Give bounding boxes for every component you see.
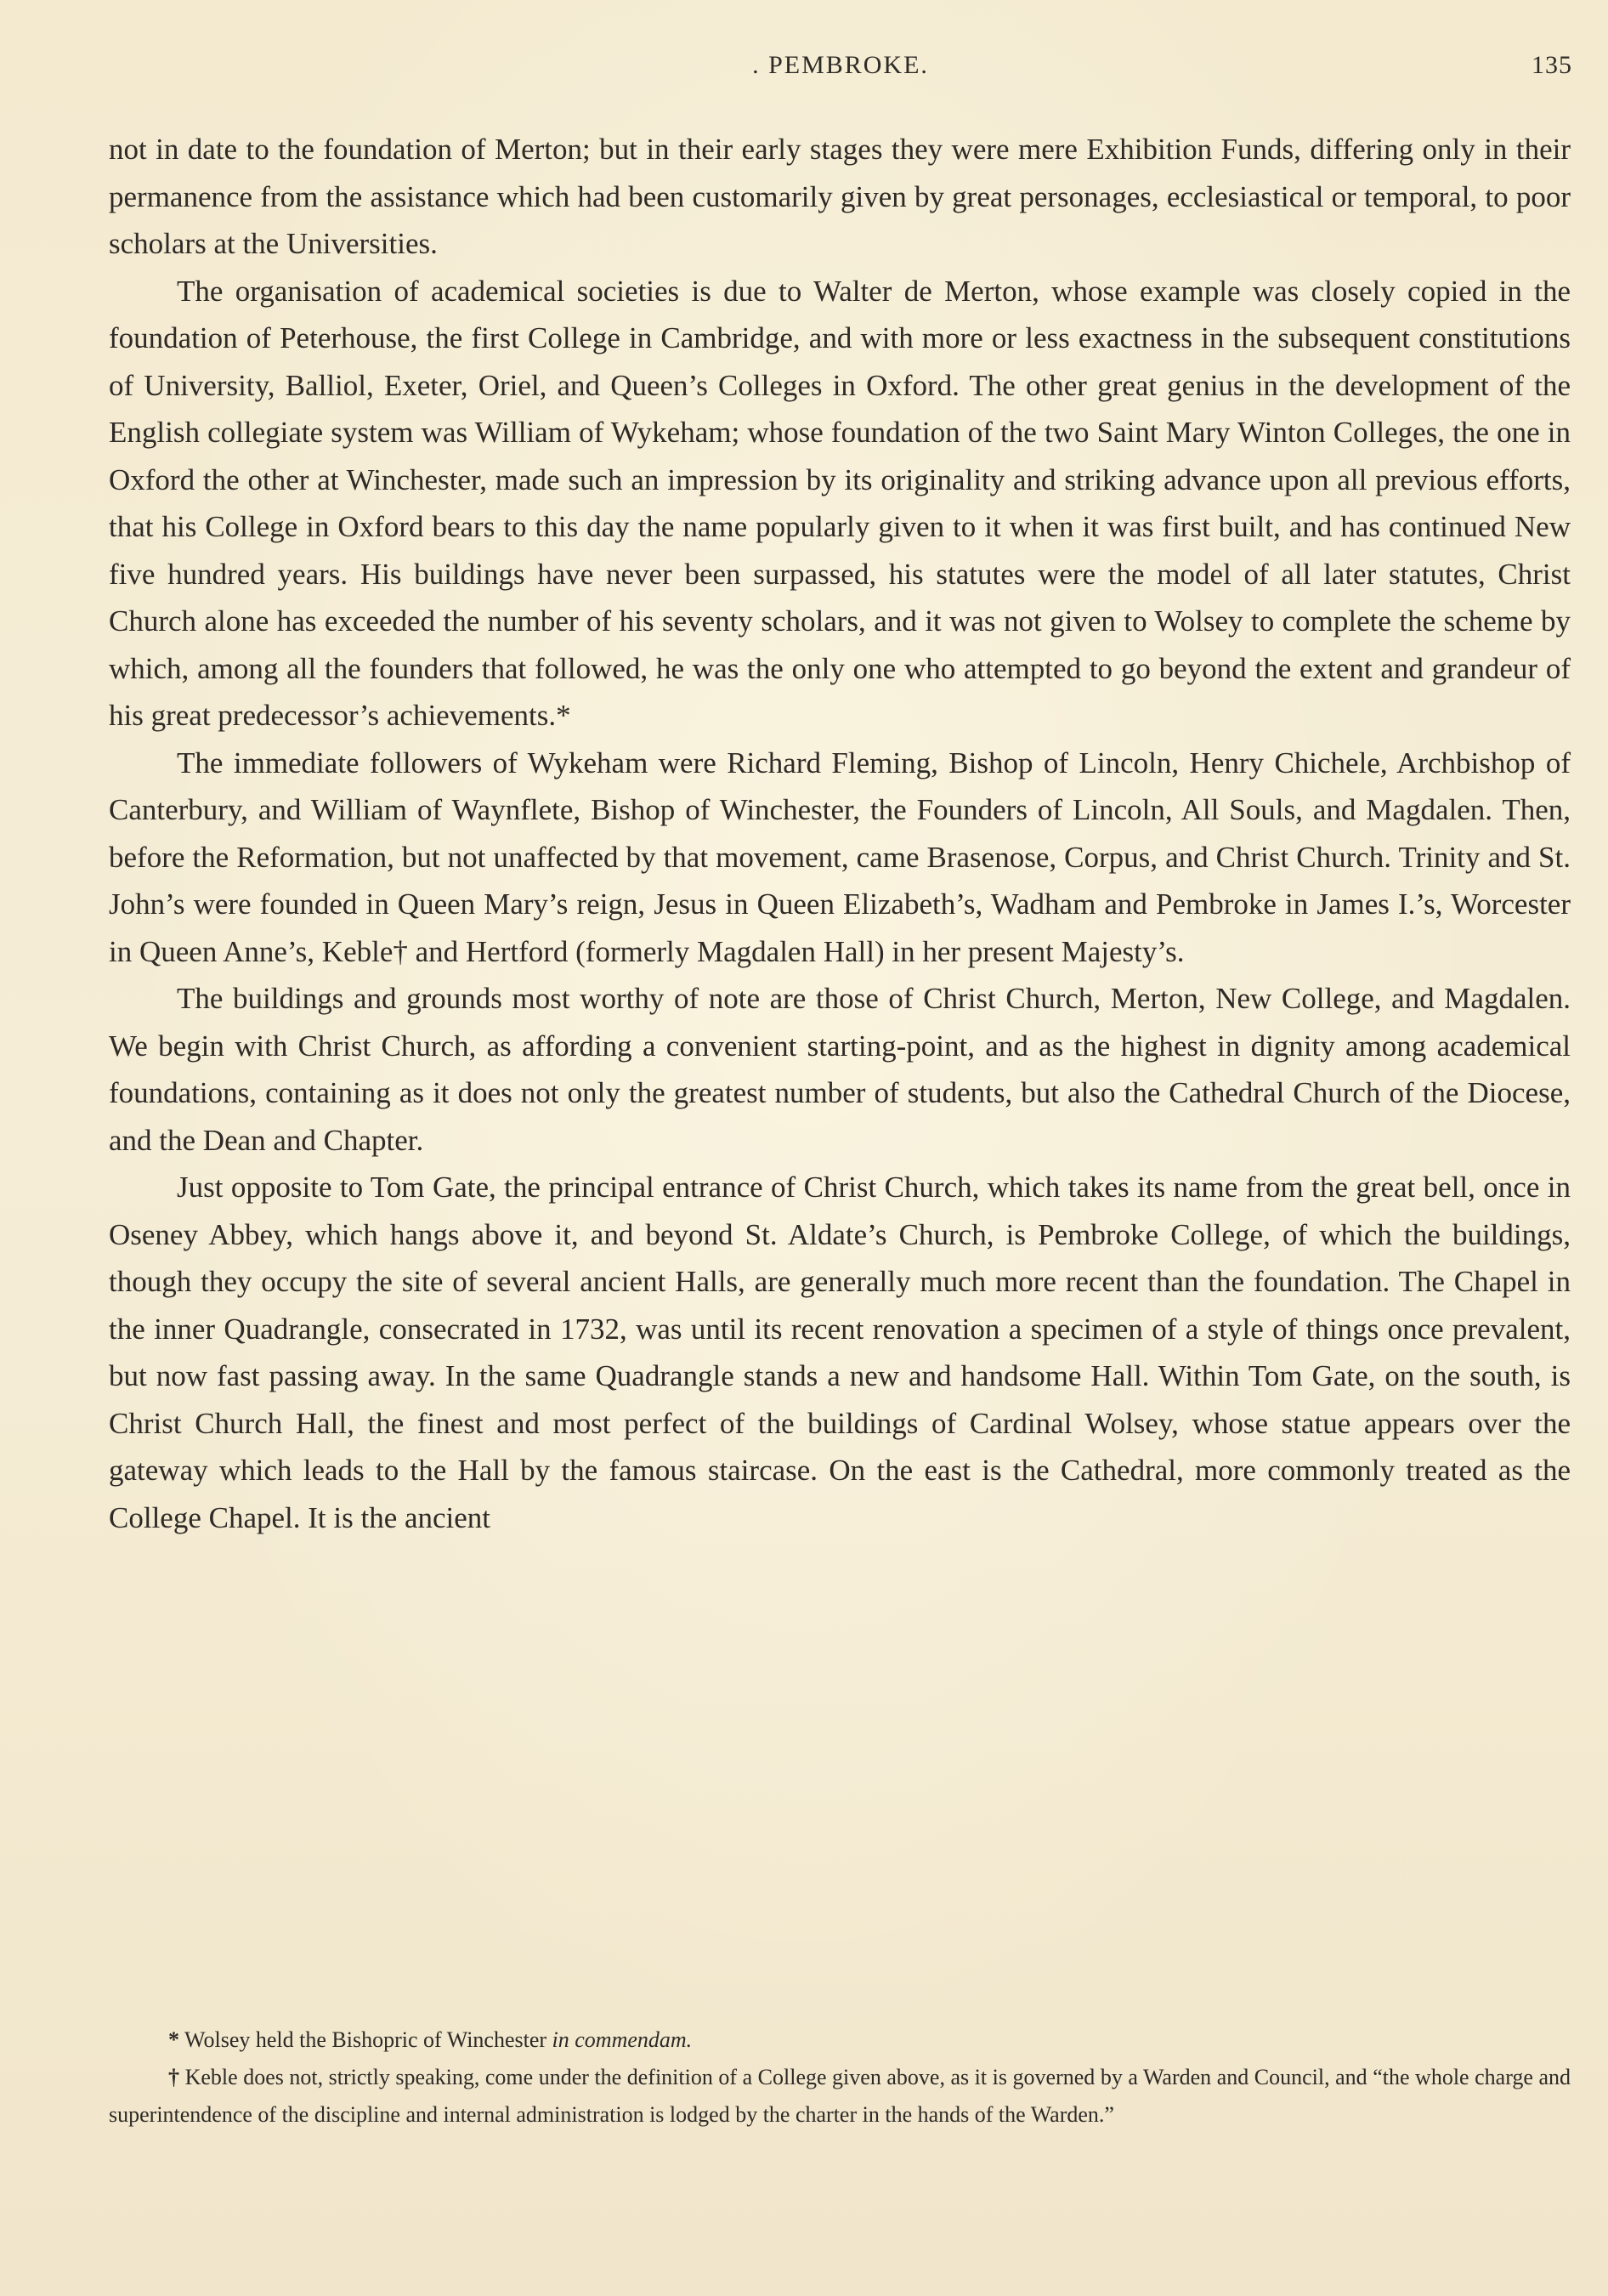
running-title: . PEMBROKE. <box>752 51 929 79</box>
footnote-italic-text: in commendam. <box>552 2027 693 2052</box>
paragraph: not in date to the foundation of Merton; but in their early stages they were mere Exhibition Funds, differing only in their permanence from the assistance which had been customarily given by great personages, ecclesiastical or temporal, to poor scholars at the Universities. <box>109 133 1571 260</box>
paragraph: Just opposite to Tom Gate, the principal entrance of Christ Church, which takes its name from the great bell, once in Oseney Abbey, which hangs above it, and beyond St. Aldate’s Church, is Pembroke College, of which the buildings, though they occupy the site of several ancient Halls, are generally much more recent than the foundation. The Chapel in the inner Quadrangle, consecrated in 1732, was until its recent renovation a specimen of a style of things once prevalent, but now fast passing away. In the same Quadrangle stands a new and handsome Hall. Within Tom Gate, on the south, is Christ Church Hall, the finest and most perfect of the buildings of Cardinal Wolsey, whose statue appears over the gateway which leads to the Hall by the famous staircase. On the east is the Cathedral, more commonly treated as the College Chapel. It is the ancient <box>109 1171 1571 1534</box>
footnote-text: Keble does not, strictly speaking, come under the definition of a College given above, as it is governed by a Warden and Council, and “the whole charge and superintendence of the discipline and internal administration is lodged by the charter in the hands of the Warden.” <box>109 2065 1571 2127</box>
main-text <box>109 126 1571 1541</box>
footnote <box>109 2021 1571 2059</box>
paragraph: The immediate followers of Wykeham were Richard Fleming, Bishop of Lincoln, Henry Chichele, Archbishop of Canterbury, and William of Waynflete, Bishop of Winchester, the Founders of Lincoln, All Souls, and Magdalen. Then, before the Reformation, but not unaffected by that movement, came Brasenose, Corpus, and Christ Church. Trinity and St. John’s were founded in Queen Mary’s reign, Jesus in Queen Elizabeth’s, Wadham and Pembroke in James I.’s, Worcester in Queen Anne’s, Keble† and Hertford (formerly Magdalen Hall) in her present Majesty’s. <box>109 745 1571 968</box>
paragraph: The buildings and grounds most worthy of note are those of Christ Church, Merton, New College, and Magdalen. We begin with Christ Church, as affording a convenient starting-point, and as the highest in dignity among academical foundations, containing as it does not only the greatest number of students, but also the Cathedral Church of the Diocese, and the Dean and Chapter. <box>109 982 1571 1157</box>
page-number: 135 <box>1532 51 1572 79</box>
footnotes <box>109 2021 1571 2134</box>
footnote-text: Wolsey held the Bishopric of Winchester <box>184 2027 547 2052</box>
footnote-mark: * <box>168 2027 179 2052</box>
paragraph: The organisation of academical societies is due to Walter de Merton, whose example was closely copied in the foundation of Peterhouse, the first College in Cambridge, and with more or less exactness in the subsequent constitutions of University, Balliol, Exeter, Oriel, and Queen’s Colleges in Oxford. The other great genius in the development of the English collegiate system was William of Wykeham; whose foundation of the two Saint Mary Winton Colleges, the one in Oxford the other at Winchester, made such an impression by its originality and striking advance upon all previous efforts, that his College in Oxford bears to this day the name popularly given to it when it was first built, and has continued New five hundred years. His buildings have never been surpassed, his statutes were the model of all later statutes, Christ Church alone has exceeded the number of his seventy scholars, and it was not given to Wolsey to complete the scheme by which, among all the founders that followed, he was the only one who attempted to go beyond the extent and grandeur of his great predecessor’s achievements.* <box>109 274 1571 732</box>
footnote-mark: † <box>168 2065 180 2089</box>
running-header <box>109 49 1572 83</box>
footnote <box>109 2059 1571 2134</box>
